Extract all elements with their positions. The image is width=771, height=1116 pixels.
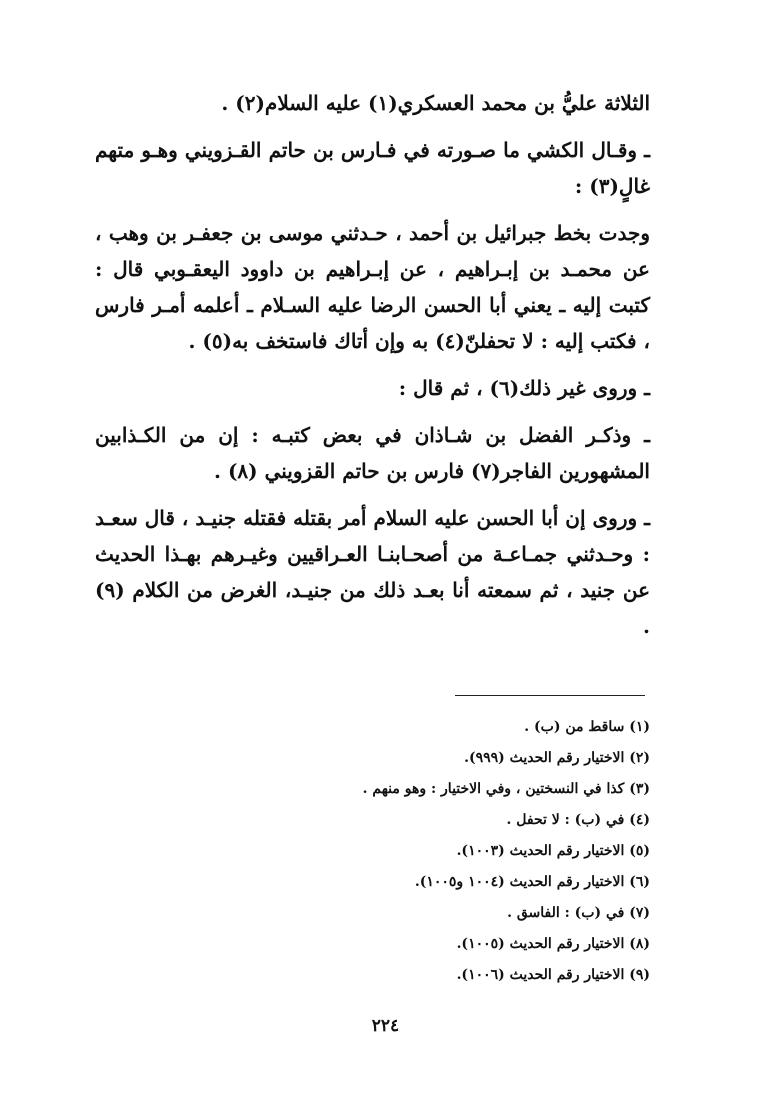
paragraph-1: الثلاثة عليُّ بن محمد العسكري(١) عليه السلام(٢) . [221, 91, 650, 115]
paragraph-5: ـ وذكـر الفضل بن شـاذان في بعض كتبـه : إن من الكـذابين المشهورين الفاجر(٧) فارس بن حاتم القزويني (٨) . [95, 423, 650, 483]
main-text [95, 85, 650, 655]
paragraph-4: ـ وروى غير ذلك(٦) ، ثم قال : [398, 376, 650, 400]
footnote-1: (١) ساقط من (ب) . [524, 719, 650, 735]
footnote-divider [455, 695, 645, 696]
paragraph-2: ـ وقـال الكشي ما صـورته في فـارس بن حاتم القـزويني وهـو متهم غالٍ(٣) : [95, 138, 650, 198]
footnote-2: (٢) الاختيار رقم الحديث (٩٩٩). [464, 750, 650, 766]
footnote-3: (٣) كذا في النسختين ، وفي الاختيار : وهو منهم . [362, 781, 650, 797]
footnote-8: (٨) الاختيار رقم الحديث (١٠٠٥). [456, 936, 650, 952]
paragraph-6: ـ وروى إن أبا الحسن عليه السلام أمر بقتله فقتله جنيـد ، قال سعـد : وحـدثني جمـاعـة من أصحـابنـا العـراقيين وغيـرهم بهـذا الحديث عن جنيد ، ثم سمعته أنا بعـد ذلك من جنيـد، الغرض من الكلام (٩) . [95, 506, 650, 638]
footnote-6: (٦) الاختيار رقم الحديث (١٠٠٤ و١٠٠٥). [414, 874, 650, 890]
paragraph-3: وجدت بخط جبرائيل بن أحمد ، حـدثني موسى بن جعفـر بن وهب ، عن محمـد بن إبـراهيم ، عن إبـراهيم بن داوود اليعقـوبي قال : كتبت إليه ـ يعني أبا الحسن الرضا عليه السـلام ـ أعلمه أمـر فارس ، فكتب إليه : لا تحفلنّ(٤) به وإن أتاك فاستخف به(٥) . [95, 221, 650, 353]
footnote-9: (٩) الاختيار رقم الحديث (١٠٠٦). [456, 967, 650, 983]
page-number: ٢٢٤ [371, 1016, 400, 1036]
footnotes [95, 712, 650, 991]
footnote-4: (٤) في (ب) : لا تحفل . [506, 812, 650, 828]
footnote-5: (٥) الاختيار رقم الحديث (١٠٠٣). [456, 843, 650, 859]
footnote-7: (٧) في (ب) : الفاسق . [507, 905, 650, 921]
